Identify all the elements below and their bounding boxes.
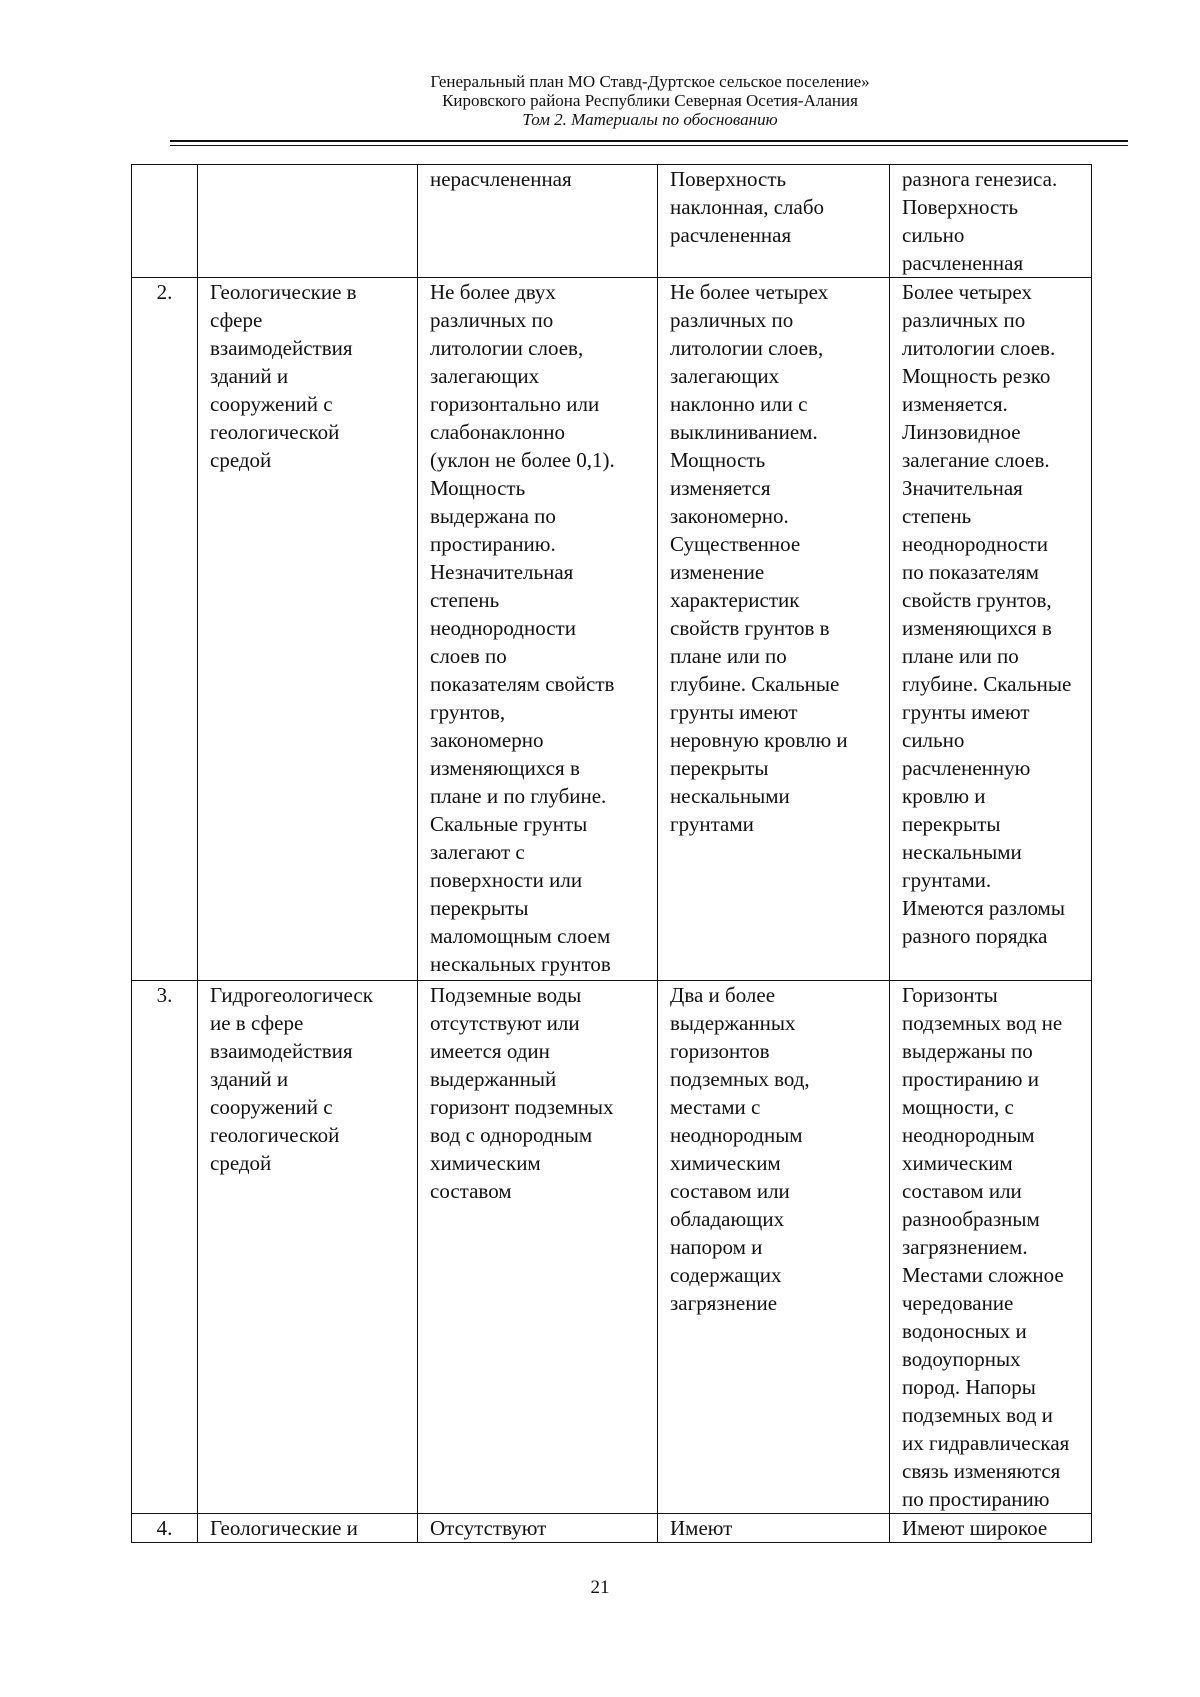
complexity-table bbox=[131, 164, 1092, 1543]
header-rule-thin bbox=[170, 145, 1128, 146]
medium-category-cell: Имеют bbox=[658, 1514, 890, 1543]
simple-category-cell: Подземные воды отсутствуют или имеется один выдержанный горизонт подземных вод с однородным химическим составом bbox=[418, 981, 658, 1514]
header-region-line: Кировского района Республики Северная Осетия-Алания bbox=[442, 91, 858, 110]
simple-category-cell: Не более двух различных по литологии слоев, залегающих горизонтально или слабонаклонно (уклон не более 0,1). Мощность выдержана по простиранию. Незначительная степень неоднородности слоев по показателям свойств грунтов, закономерно изменяющихся в плане и по глубине. Скальные грунты залегают с поверхности или перекрыты маломощным слоем нескальных грунтов bbox=[418, 278, 658, 981]
factor-cell: Геологические и bbox=[198, 1514, 418, 1543]
factor-cell: Геологические в сфере взаимодействия зданий и сооружений с геологической средой bbox=[198, 278, 418, 981]
medium-category-cell: Не более четырех различных по литологии слоев, залегающих наклонно или с выклиниванием. Мощность изменяется закономерно. Существенное изменение характеристик свойств грунтов в плане или по глубине. Скальные грунты имеют неровную кровлю и перекрыты нескальными грунтами bbox=[658, 278, 890, 981]
factor-cell: Гидрогеологическ ие в сфере взаимодействия зданий и сооружений с геологической средой bbox=[198, 981, 418, 1514]
row-number-cell: 2. bbox=[132, 278, 198, 981]
table-row bbox=[132, 165, 1092, 278]
table-row bbox=[132, 1514, 1092, 1543]
complex-category-cell: Горизонты подземных вод не выдержаны по простиранию и мощности, с неоднородным химическим составом или разнообразным загрязнением. Местами сложное чередование водоносных и водоупорных пород. Напоры подземных вод и их гидравлическая связь изменяются по простиранию bbox=[890, 981, 1092, 1514]
header-title-line: Генеральный план МО Ставд-Дуртское сельское поселение» bbox=[430, 72, 870, 91]
row-number-cell bbox=[132, 165, 198, 278]
document-header bbox=[170, 72, 1130, 129]
simple-category-cell: Отсутствуют bbox=[418, 1514, 658, 1543]
table-row bbox=[132, 278, 1092, 981]
table-row bbox=[132, 981, 1092, 1514]
complex-category-cell: разнога генезиса. Поверхность сильно расчлененная bbox=[890, 165, 1092, 278]
header-rule-thick bbox=[170, 140, 1128, 142]
header-volume-line: Том 2. Материалы по обоснованию bbox=[522, 110, 778, 129]
complex-category-cell: Имеют широкое bbox=[890, 1514, 1092, 1543]
medium-category-cell: Два и более выдержанных горизонтов подземных вод, местами с неоднородным химическим составом или обладающих напором и содержащих загрязнение bbox=[658, 981, 890, 1514]
factor-cell bbox=[198, 165, 418, 278]
row-number-cell: 3. bbox=[132, 981, 198, 1514]
complex-category-cell: Более четырех различных по литологии слоев. Мощность резко изменяется. Линзовидное залегание слоев. Значительная степень неоднородности по показателям свойств грунтов, изменяющихся в плане или по глубине. Скальные грунты имеют сильно расчлененную кровлю и перекрыты нескальными грунтами. Имеются разломы разного порядка bbox=[890, 278, 1092, 981]
medium-category-cell: Поверхность наклонная, слабо расчлененная bbox=[658, 165, 890, 278]
page-number: 21 bbox=[590, 1577, 610, 1598]
simple-category-cell: нерасчлененная bbox=[418, 165, 658, 278]
row-number-cell: 4. bbox=[132, 1514, 198, 1543]
